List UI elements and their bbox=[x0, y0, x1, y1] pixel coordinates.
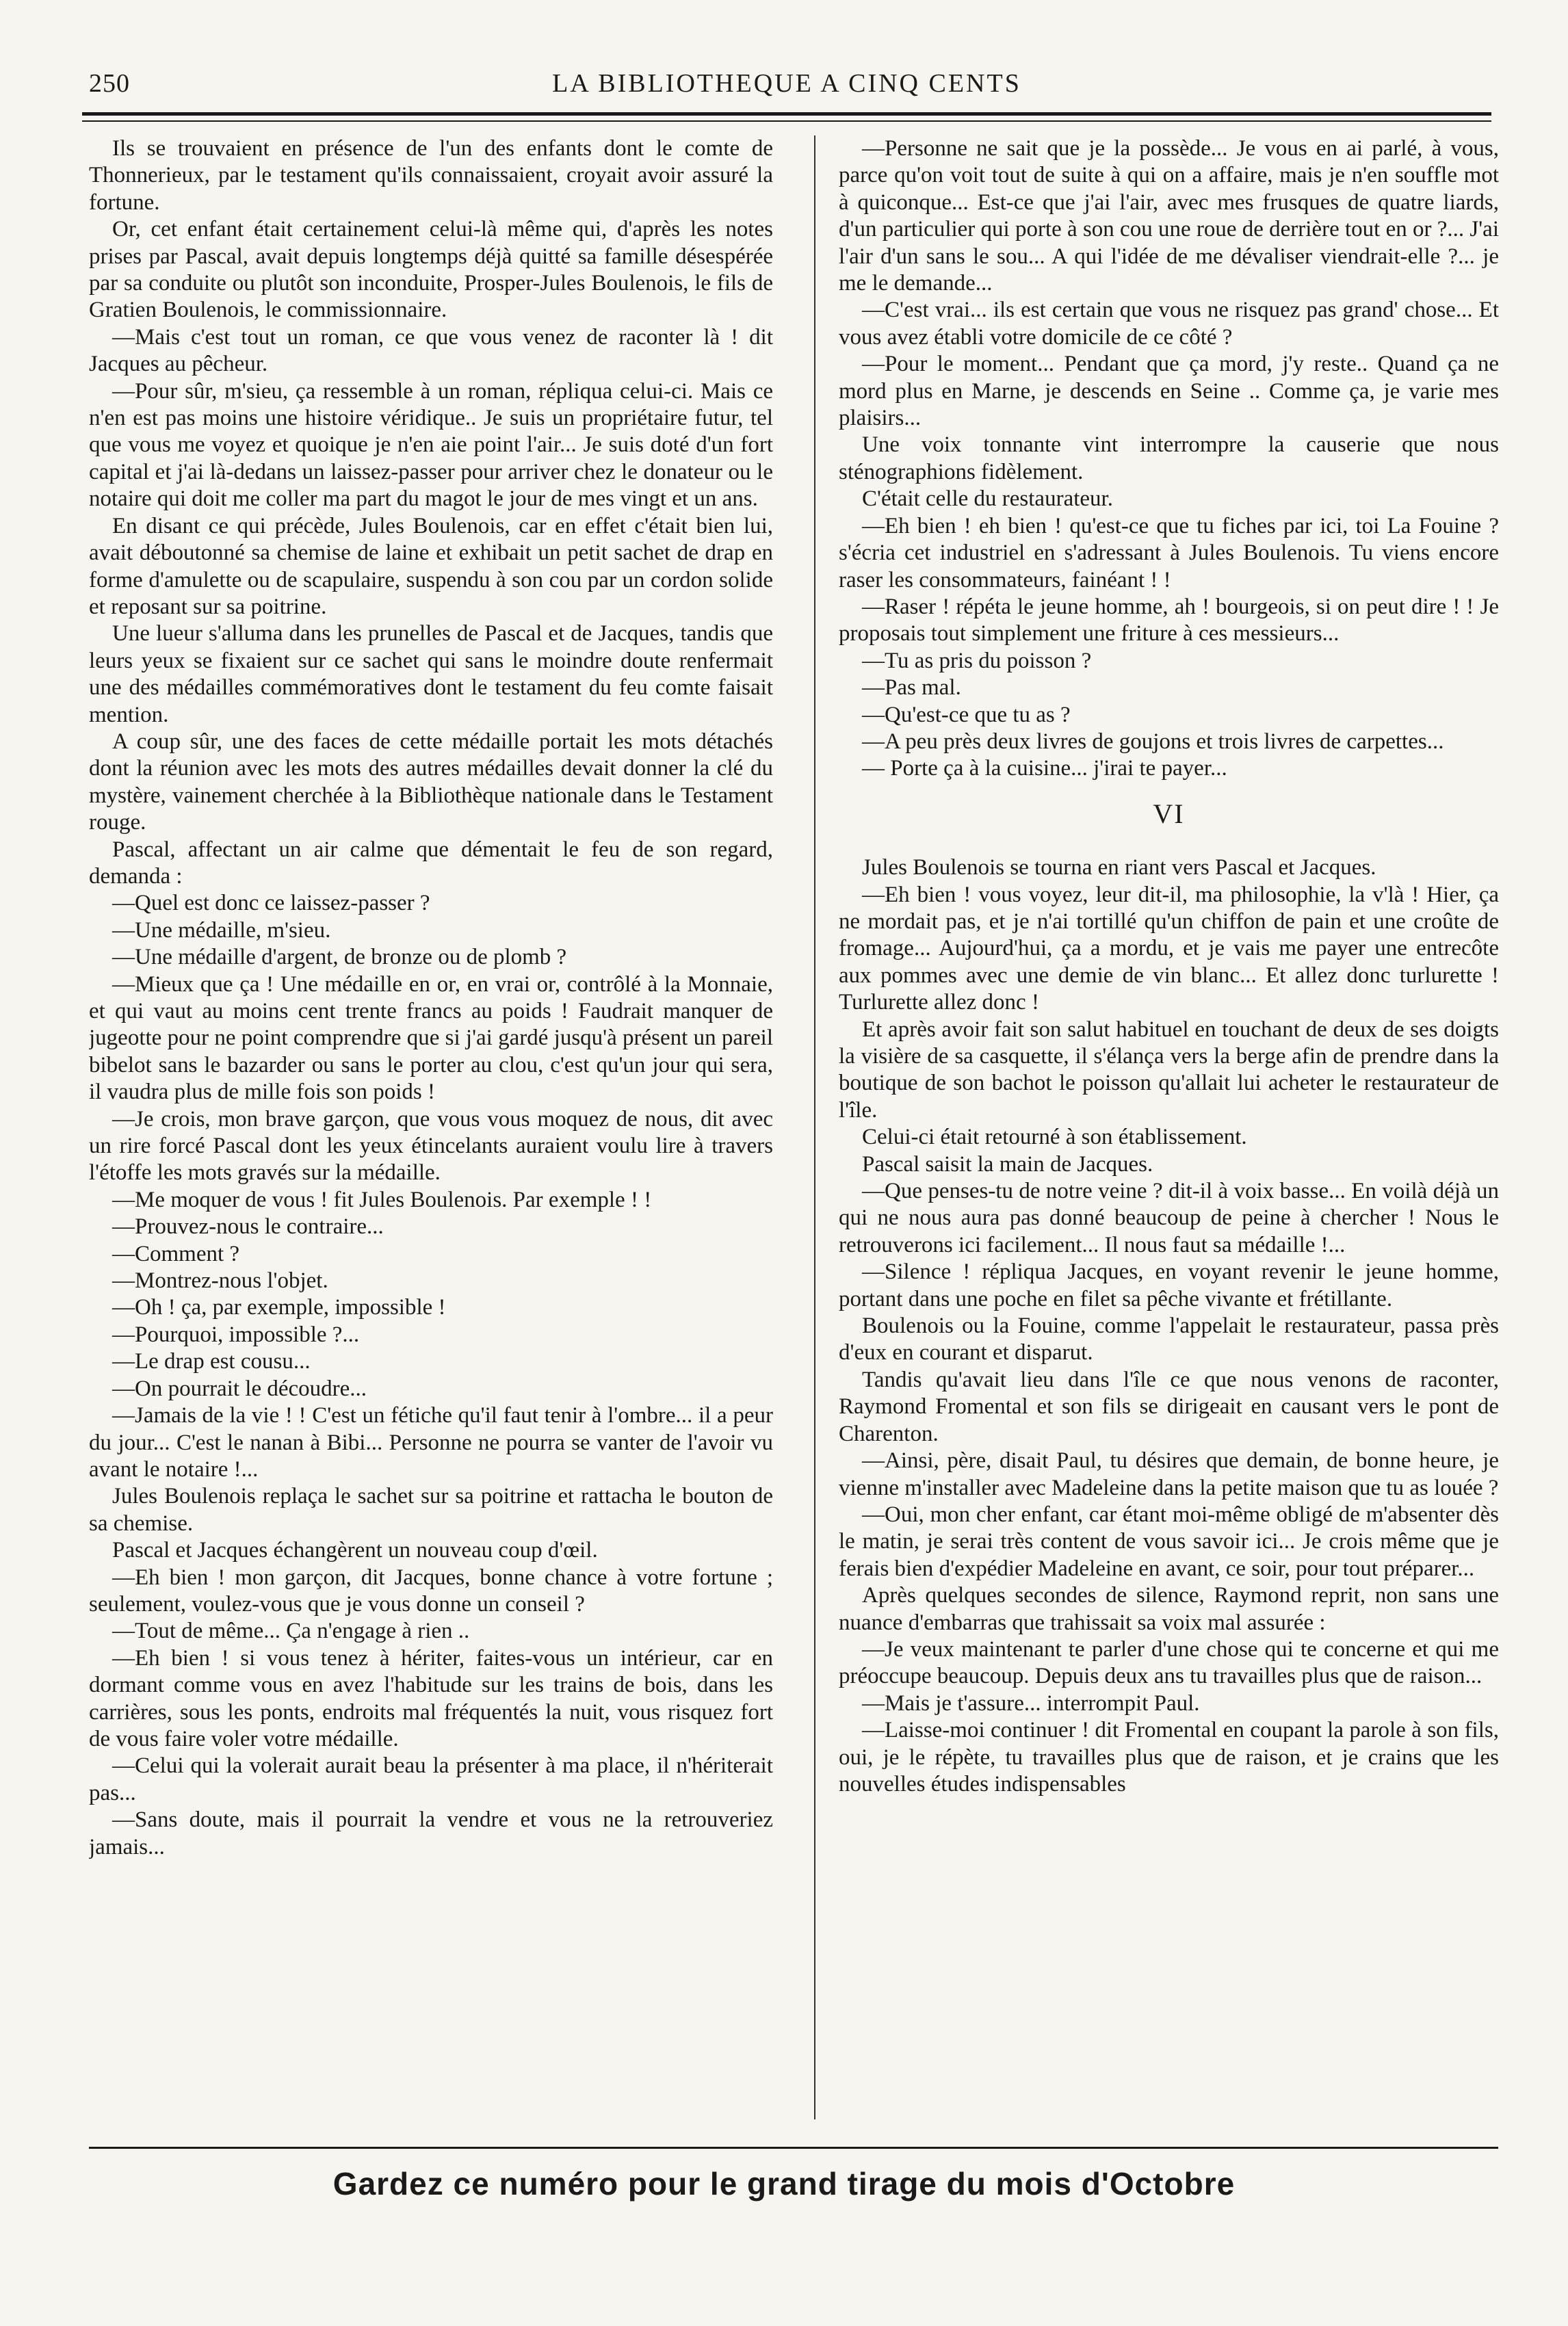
paragraph: —Pas mal. bbox=[862, 675, 961, 701]
paragraph: —Je veux maintenant te parler d'une chose qui te concerne et qui me préoccupe beaucoup. Depuis deux ans tu travailles plus que de raison... bbox=[839, 1636, 1499, 1689]
paragraph: —Tu as pris du poisson ? bbox=[862, 648, 1092, 673]
header-rule bbox=[82, 112, 1491, 116]
paragraph: —Pour sûr, m'sieu, ça ressemble à un roman, répliqua celui-ci. Mais ce n'en est pas moins une histoire véridique.. Je suis un propriétaire futur, tel que vous me voyez et quoique je n'en aie point l'air... Je suis doté d'un fort capital et j'ai là-dedans un laissez-passer pour arriver chez le donateur ou le notaire qui doit me coller ma part du magot le jour de mes vingt et un ans. bbox=[89, 378, 773, 512]
paragraph: —Laisse-moi continuer ! dit Fromental en coupant la parole à son fils, oui, je le répète, tu travailles plus que de raison, et je crains que les nouvelles études indispensables bbox=[839, 1718, 1499, 1796]
paragraph: —Montrez-nous l'objet. bbox=[112, 1268, 328, 1294]
chapter-heading: VI bbox=[1153, 798, 1185, 829]
paragraph: —Je crois, mon brave garçon, que vous vous moquez de nous, dit avec un rire forcé Pascal dont les yeux étincelants auraient voulu lire à travers l'étoffe les mots gravés sur la médaille. bbox=[89, 1106, 773, 1186]
paragraph: —Eh bien ! vous voyez, leur dit-il, ma philosophie, la v'là ! Hier, ça ne mordait pas, et je n'ai tortillé qu'un chiffon de pain et une croûte de fromage... Aujourd'hui, ça a mordu, et je vais me payer une entrecôte aux pommes avec une demie de vin blanc... Et allez donc turlurette ! Turlurette allez donc ! bbox=[839, 882, 1499, 1015]
paragraph: —Pourquoi, impossible ?... bbox=[112, 1322, 360, 1347]
paragraph: —Oui, mon cher enfant, car étant moi-même obligé de m'absenter dès le matin, je serai très content de vous savoir ici... Je crois même que je ferais bien d'expédier Madeleine en avant, ce soir, pour tout préparer... bbox=[839, 1502, 1499, 1581]
paragraph: —Qu'est-ce que tu as ? bbox=[862, 702, 1071, 727]
paragraph: Boulenois ou la Fouine, comme l'appelait le restaurateur, passa près d'eux en courant et disparut. bbox=[839, 1314, 1499, 1365]
paragraph: Jules Boulenois replaça le sachet sur sa poitrine et rattacha le bouton de sa chemise. bbox=[89, 1484, 773, 1536]
paragraph: —C'est vrai... ils est certain que vous ne risquez pas grand' chose... Et vous avez établi votre domicile de ce côté ? bbox=[839, 298, 1499, 350]
paragraph: En disant ce qui précède, Jules Boulenois, car en effet c'était bien lui, avait déboutonné sa chemise de laine et exhibait un petit sachet de drap en forme d'amulette ou de scapulaire, suspendu à son cou par un cordon solide et reposant sur sa poitrine. bbox=[89, 513, 773, 619]
paragraph: —Silence ! répliqua Jacques, en voyant revenir le jeune homme, portant dans une poche en filet sa pêche vivante et frétillante. bbox=[839, 1259, 1499, 1311]
footer-rule bbox=[89, 2147, 1498, 2149]
left-column bbox=[89, 135, 773, 2133]
paragraph: —Pour le moment... Pendant que ça mord, j'y reste.. Quand ça ne mord plus en Marne, je descends en Seine .. Comme ça, je varie mes plaisirs... bbox=[839, 352, 1499, 431]
running-title: LA BIBLIOTHEQUE A CINQ CENTS bbox=[552, 69, 1021, 98]
paragraph: —Jamais de la vie ! ! C'est un fétiche qu'il faut tenir à l'ombre... il a peur du jour... C'est le nanan à Bibi... Personne ne pourra se vanter de l'avoir vu avant le notaire !... bbox=[89, 1403, 773, 1482]
paragraph: C'était celle du restaurateur. bbox=[862, 486, 1113, 512]
paragraph: —Quel est donc ce laissez-passer ? bbox=[112, 891, 430, 916]
paragraph: Une voix tonnante vint interrompre la causerie que nous sténographions fidèlement. bbox=[839, 432, 1499, 484]
paragraph: —Prouvez-nous le contraire... bbox=[112, 1214, 384, 1240]
paragraph: —Raser ! répéta le jeune homme, ah ! bourgeois, si on peut dire ! ! Je proposais tout simplement une friture à ces messieurs... bbox=[839, 594, 1499, 646]
page-number: 250 bbox=[89, 69, 130, 98]
header-rule-thin bbox=[82, 120, 1491, 122]
paragraph: Or, cet enfant était certainement celui-là même qui, d'après les notes prises par Pascal, avait depuis longtemps déjà quitté sa famille désespérée par sa conduite ou plutôt son inconduite, Prosper-Jules Boulenois, le fils de Gratien Boulenois, le commissionnaire. bbox=[89, 217, 773, 323]
paragraph: —Une médaille d'argent, de bronze ou de plomb ? bbox=[112, 945, 567, 970]
paragraph: —Sans doute, mais il pourrait la vendre et vous ne la retrouveriez jamais... bbox=[89, 1807, 773, 1859]
paragraph: A coup sûr, une des faces de cette médaille portait les mots détachés dont la réunion avec les mots des autres médailles devait donner la clé du mystère, vainement cherchée à la Bibliothèque nationale dans le Testament rouge. bbox=[89, 729, 773, 835]
paragraph: —Me moquer de vous ! fit Jules Boulenois. Par exemple ! ! bbox=[112, 1187, 652, 1212]
paragraph: —Eh bien ! mon garçon, dit Jacques, bonne chance à votre fortune ; seulement, voulez-vous que je vous donne un conseil ? bbox=[89, 1565, 773, 1617]
paragraph: —Tout de même... Ça n'engage à rien .. bbox=[112, 1619, 470, 1644]
paragraph: —Celui qui la volerait aurait beau la présenter à ma place, il n'hériterait pas... bbox=[89, 1753, 773, 1805]
paragraph: —Eh bien ! eh bien ! qu'est-ce que tu fiches par ici, toi La Fouine ? s'écria cet industriel en s'adressant à Jules Boulenois. Tu viens encore raser les consommateurs, fainéant ! ! bbox=[839, 513, 1499, 592]
paragraph: Et après avoir fait son salut habituel en touchant de deux de ses doigts la visière de sa casquette, il s'élança vers la berge afin de prendre dans la boutique de son bachot le poisson qu'allait lui acheter le restaurateur de l'île. bbox=[839, 1017, 1499, 1123]
footer-notice: Gardez ce numéro pour le grand tirage du mois d'Octobre bbox=[332, 2166, 1236, 2201]
column-divider bbox=[814, 135, 815, 2119]
paragraph: —Mais je t'assure... interrompit Paul. bbox=[862, 1690, 1200, 1716]
paragraph: Pascal, affectant un air calme que démentait le feu de son regard, demanda : bbox=[89, 837, 773, 889]
right-column bbox=[839, 135, 1499, 2133]
paragraph: —Mais c'est tout un roman, ce que vous venez de raconter là ! dit Jacques au pêcheur. bbox=[89, 324, 773, 377]
paragraph: Une lueur s'alluma dans les prunelles de Pascal et de Jacques, tandis que leurs yeux se fixaient sur ce sachet qui sans le moindre doute renfermait une des médailles commémoratives dont le testament du feu comte faisait mention. bbox=[89, 621, 773, 727]
paragraph: Ils se trouvaient en présence de l'un des enfants dont le comte de Thonnerieux, par le testament qu'ils connaissaient, croyait avoir assuré la fortune. bbox=[89, 136, 773, 215]
paragraph: Après quelques secondes de silence, Raymond reprit, non sans une nuance d'embarras que trahissait sa voix mal assurée : bbox=[839, 1583, 1499, 1635]
paragraph: —Personne ne sait que je la possède... Je vous en ai parlé, à vous, parce qu'on voit tout de suite à qui on a affaire, mais je n'en souffle mot à quiconque... Est-ce que j'ai l'air, avec mes frusques de quatre liards, d'un particulier qui porte à son cou une roue de derrière tout en or ?... J'ai l'air d'un sans le sou... A qui l'idée de me dévaliser viendrait-elle ?... je me le demande... bbox=[839, 136, 1499, 296]
paragraph: —Eh bien ! si vous tenez à hériter, faites-vous un intérieur, car en dormant comme vous en avez l'habitude sur les trains de bois, dans les carrières, sous les ponts, endroits mal fréquentés la nuit, vous risquez fort de vous faire voler votre médaille. bbox=[89, 1645, 773, 1751]
paragraph: —Le drap est cousu... bbox=[112, 1349, 311, 1374]
paragraph: —Ainsi, père, disait Paul, tu désires que demain, de bonne heure, je vienne m'installer avec Madeleine dans la petite maison que tu as louée ? bbox=[839, 1448, 1499, 1500]
paragraph: — Porte ça à la cuisine... j'irai te payer... bbox=[862, 756, 1227, 781]
paragraph: —Que penses-tu de notre veine ? dit-il à voix basse... En voilà déjà un qui ne nous aura pas donné beaucoup de peine à chercher ! Nous le retrouverons ici facilement... Il nous faut sa médaille !... bbox=[839, 1179, 1499, 1257]
paragraph: —A peu près deux livres de goujons et trois livres de carpettes... bbox=[862, 729, 1444, 754]
paragraph: Tandis qu'avait lieu dans l'île ce que nous venons de raconter, Raymond Fromental et son fils se dirigeait en causant vers le pont de Charenton. bbox=[839, 1367, 1499, 1446]
paragraph: —Mieux que ça ! Une médaille en or, en vrai or, contrôlé à la Monnaie, et qui vaut au moins cent trente francs au poids ! Faudrait manquer de jugeotte pour ne point comprendre que si j'ai gardé jusqu'à présent un pareil bibelot sans le bazarder ou sans le porter au clou, c'est qu'un jour qui sera, il vaudra plus de mille fois son poids ! bbox=[89, 971, 773, 1105]
paragraph: Pascal et Jacques échangèrent un nouveau coup d'œil. bbox=[112, 1538, 598, 1563]
paragraph: Celui-ci était retourné à son établissement. bbox=[862, 1125, 1247, 1150]
page-header bbox=[82, 68, 1491, 109]
paragraph: —Une médaille, m'sieu. bbox=[112, 917, 331, 943]
paragraph: Jules Boulenois se tourna en riant vers Pascal et Jacques. bbox=[862, 855, 1376, 880]
paragraph: —On pourrait le découdre... bbox=[112, 1376, 367, 1401]
paragraph: —Comment ? bbox=[112, 1241, 240, 1266]
paragraph: —Oh ! ça, par exemple, impossible ! bbox=[112, 1295, 446, 1320]
paragraph: Pascal saisit la main de Jacques. bbox=[862, 1151, 1153, 1177]
